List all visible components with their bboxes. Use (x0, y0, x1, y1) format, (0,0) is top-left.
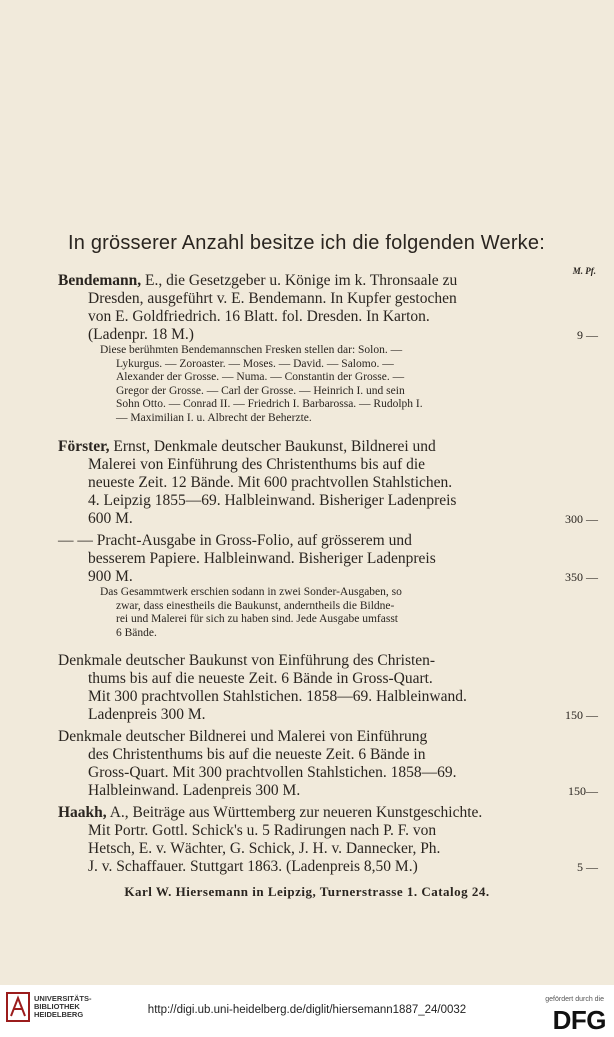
entry-note: Diese berühmten Bendemannschen Fresken stellen dar: Solon. — (100, 344, 403, 356)
permalink-url[interactable]: http://digi.ub.uni-heidelberg.de/diglit/hiersemann1887_24/0032 (147, 1004, 467, 1016)
entry-line: Bendemann, E., die Gesetzgeber u. Könige im k. Thronsaale zu (58, 272, 458, 289)
catalog-entry-haakh (58, 804, 598, 876)
entry-line: — — Pracht-Ausgabe in Gross-Folio, auf grösserem und (58, 532, 412, 549)
entry-note: — Maximilian I. u. Albrecht der Beherzte. (116, 411, 312, 424)
entry-line: Halbleinwand. Ladenpreis 300 M. 150— (88, 782, 598, 799)
catalog-entry-denkmale-baukunst (58, 652, 598, 724)
entry-note: Gregor der Grosse. — Carl der Grosse. — Heinrich I. und sein (116, 384, 405, 397)
entry-note: Alexander der Grosse. — Numa. — Constantin der Grosse. — (116, 371, 405, 383)
catalog-entry-pracht-ausgabe (58, 532, 598, 640)
catalog-entry-bendemann (58, 272, 598, 425)
catalog-entry-foerster (58, 438, 598, 528)
entry-author: Haakh, (58, 804, 107, 821)
entry-line: 4. Leipzig 1855—69. Halbleinwand. Bisheriger Ladenpreis (88, 492, 457, 509)
entry-line: 600 M. 300 — (88, 510, 598, 527)
entry-price: 150— (568, 784, 598, 798)
entry-note: rei und Malerei für sich zu haben sind. Jede Ausgabe umfasst (116, 613, 398, 625)
entry-line: des Christenthums bis auf die neueste Zeit. 6 Bände in (88, 746, 426, 763)
entry-line: Malerei von Einführung des Christenthums bis auf die (88, 456, 426, 473)
entry-line: J. v. Schaffauer. Stuttgart 1863. (Ladenpreis 8,50 M.) 5 — (88, 858, 598, 875)
page-heading: In grösserer Anzahl besitze ich die folgenden Werke: (68, 232, 545, 254)
entry-line: Ladenpreis 300 M. 150 — (88, 706, 598, 723)
catalog-entry-denkmale-bildnerei (58, 728, 598, 800)
entry-line: Förster, Ernst, Denkmale deutscher Baukunst, Bildnerei und (58, 438, 436, 455)
entry-price: 5 — (577, 860, 598, 874)
entry-price: 300 — (565, 512, 598, 526)
entry-line: (Ladenpr. 18 M.) 9 — (88, 326, 598, 343)
entry-price: 9 — (577, 328, 598, 342)
entry-line: Mit 300 prachtvollen Stahlstichen. 1858—69. Halbleinwand. (88, 688, 467, 705)
entry-author: Förster, (58, 438, 110, 455)
entry-note: Sohn Otto. — Conrad II. — Friedrich I. Barbarossa. — Rudolph I. (116, 398, 423, 410)
entry-note: zwar, dass einestheils die Baukunst, anderntheils die Bildne- (116, 599, 395, 612)
price-column-header: M. Pf. (572, 266, 596, 276)
entry-line: neueste Zeit. 12 Bände. Mit 600 prachtvollen Stahlstichen. (88, 474, 453, 491)
entry-line: Dresden, ausgeführt v. E. Bendemann. In Kupfer gestochen (88, 290, 457, 307)
entry-line: thums bis auf die neueste Zeit. 6 Bände in Gross-Quart. (88, 670, 433, 687)
entry-line: Haakh, A., Beiträge aus Württemberg zur neueren Kunstgeschichte. (58, 804, 483, 821)
page-footer: Karl W. Hiersemann in Leipzig, Turnerstrasse 1. Catalog 24. (124, 884, 490, 899)
entry-author: Bendemann, (58, 272, 142, 289)
library-name: UNIVERSITÄTS- BIBLIOTHEK HEIDELBERG (34, 994, 92, 1019)
entry-line: Denkmale deutscher Baukunst von Einführung des Christen- (58, 652, 436, 669)
entry-line: von E. Goldfriedrich. 16 Blatt. fol. Dresden. In Karton. (88, 308, 430, 325)
entry-line: Denkmale deutscher Bildnerei und Malerei von Einführung (58, 728, 428, 745)
entry-note: Das Gesammtwerk erschien sodann in zwei Sonder-Ausgaben, so (100, 586, 402, 598)
entry-line: Gross-Quart. Mit 300 prachtvollen Stahlstichen. 1858—69. (88, 764, 457, 781)
entry-line: besserem Papiere. Halbleinwand. Bisheriger Ladenpreis (88, 550, 436, 567)
entry-note: Lykurgus. — Zoroaster. — Moses. — David. — Salomo. — (116, 357, 394, 370)
entry-line: Hetsch, E. v. Wächter, G. Schick, J. H. v. Dannecker, Ph. (88, 840, 441, 857)
funding-note: gefördert durch die (545, 996, 604, 1003)
entry-line: Mit Portr. Gottl. Schick's u. 5 Radirungen nach P. F. von (88, 822, 437, 839)
entry-price: 150 — (565, 708, 598, 722)
entry-note: 6 Bände. (116, 626, 157, 639)
dfg-logo[interactable]: DFG (552, 1005, 606, 1035)
entry-price: 350 — (565, 570, 598, 584)
entry-line: 900 M. 350 — (88, 568, 598, 585)
